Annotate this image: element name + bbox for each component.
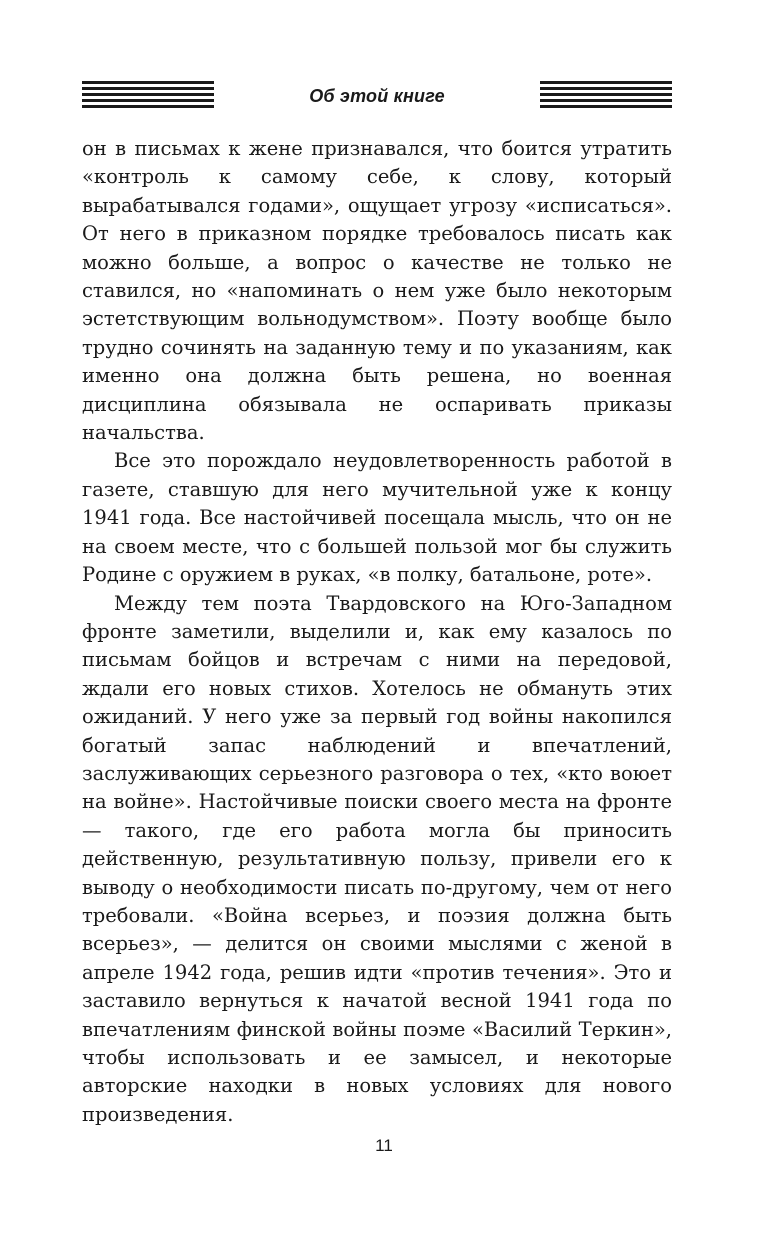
paragraph-3: Между тем поэта Твардовского на Юго-Западном фронте заметили, выделили и, как ему казалось по письмам бойцов и встречам с ними на передовой, ждали его новых стихов. Хотелось не обмануть этих ожиданий. У него уже за первый год войны накопился богатый запас наблюдений и впечатлений, заслуживающих серьезного разговора о тех, «кто воюет на войне». Настойчивые поиски своего места на фронте — такого, где его работа могла бы приносить действенную, результативную пользу, привели его к выводу о необходимости писать по-другому, чем от него требовали. «Война всерьез, и поэзия должна быть всерьез», — делится он своими мыслями с женой в апреле 1942 года, решив идти «против течения». Это и заставило вернуться к начатой весной 1941 года по впечатлениям финской войны поэме «Василий Теркин», чтобы использовать и ее замысел, и некоторые авторские находки в новых условиях для нового произведения. <box>82 591 672 1126</box>
running-title: Об этой книге <box>309 85 445 106</box>
header-rule-right <box>540 81 672 111</box>
paragraph-2: Все это порождало неудовлетворенность работой в газете, ставшую для него мучительной уже к концу 1941 года. Все настойчивей посещала мысль, что он не на своем месте, что с большей пользой мог бы служить Родине с оружием в руках, «в полку, батальоне, роте». <box>82 449 672 587</box>
body-text <box>82 135 672 1129</box>
header-rule-left <box>82 81 214 111</box>
page-number: 11 <box>375 1136 393 1155</box>
running-header <box>82 80 672 112</box>
paragraph-1: он в письмах к жене признавался, что боится утратить «контроль к самому себе, к слову, который вырабатывался годами», ощущает угрозу «исписаться». От него в приказном порядке требовалось писать как можно больше, а вопрос о качестве не только не ставился, но «напоминать о нем уже было некоторым эстетствующим вольнодумством». Поэту вообще было трудно сочинять на заданную тему и по указаниям, как именно она должна быть решена, но военная дисциплина обязывала не оспаривать приказы начальства. <box>82 137 672 445</box>
